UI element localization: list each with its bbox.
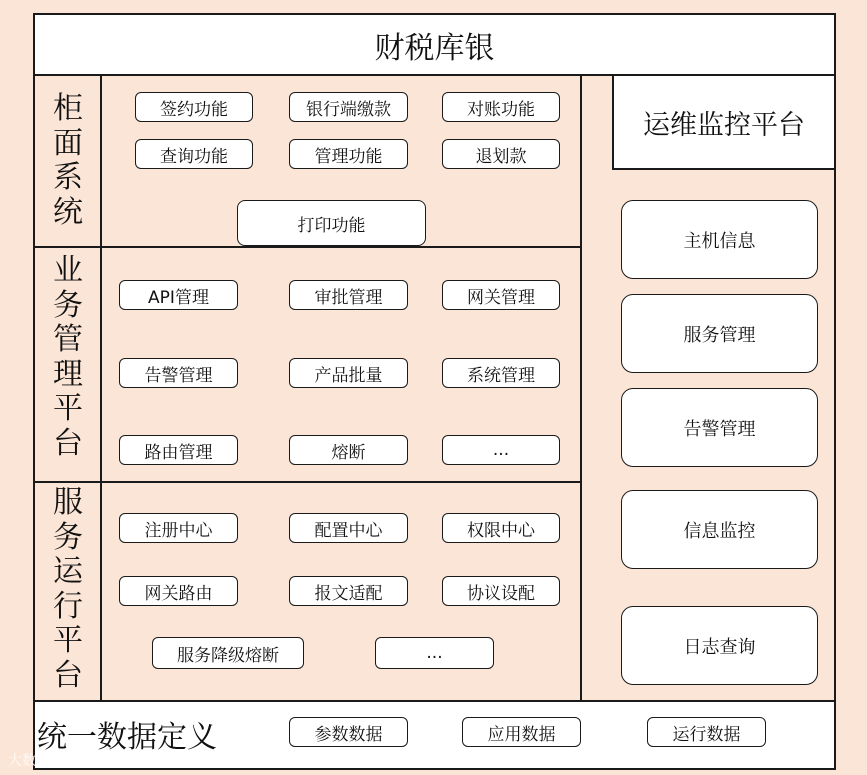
- section-label-business-mgmt: 业 务 管 理 平 台: [53, 253, 83, 461]
- section-divider-2: [35, 481, 580, 483]
- module-box: 路由管理: [119, 435, 238, 465]
- diagram-title: 财税库银: [374, 31, 495, 66]
- section-label-service-runtime: 服 务 运 行 平 台: [53, 485, 83, 693]
- data-definition-divider: [33, 700, 836, 702]
- ops-item: 日志查询: [621, 606, 818, 685]
- module-box: 注册中心: [119, 513, 238, 543]
- watermark: 大数据库: [8, 753, 64, 769]
- module-box: 告警管理: [119, 358, 238, 388]
- left-panel: [35, 76, 580, 700]
- column-divider: [580, 76, 582, 700]
- module-box: 熔断: [289, 435, 408, 465]
- module-box: ...: [375, 637, 494, 669]
- module-box: 管理功能: [289, 139, 408, 169]
- module-box: 打印功能: [237, 200, 426, 246]
- module-box: 审批管理: [289, 280, 408, 310]
- data-item: 参数数据: [289, 717, 408, 747]
- data-definition-label: 统一数据定义: [37, 720, 217, 755]
- data-item: 应用数据: [462, 717, 581, 747]
- ops-item: 主机信息: [621, 200, 818, 279]
- label-column-divider: [100, 76, 102, 700]
- module-box: 报文适配: [289, 576, 408, 606]
- module-box: 协议设配: [442, 576, 560, 606]
- module-box: 银行端缴款: [289, 92, 408, 122]
- section-label-counter-system: 柜 面 系 统: [53, 91, 83, 230]
- module-box: 网关路由: [119, 576, 238, 606]
- module-box: 网关管理: [442, 280, 560, 310]
- module-box: 权限中心: [442, 513, 560, 543]
- module-box: 服务降级熔断: [152, 637, 304, 669]
- module-box: 配置中心: [289, 513, 408, 543]
- ops-platform-title-box: 运维监控平台: [612, 76, 834, 170]
- data-item: 运行数据: [647, 717, 766, 747]
- module-box: ...: [442, 435, 560, 465]
- module-box: 查询功能: [135, 139, 253, 169]
- ops-item: 信息监控: [621, 490, 818, 569]
- module-box: 退划款: [442, 139, 560, 169]
- module-box: 签约功能: [135, 92, 253, 122]
- ops-item: 服务管理: [621, 294, 818, 373]
- module-box: 系统管理: [442, 358, 560, 388]
- section-divider-1: [35, 246, 580, 248]
- module-box: API管理: [119, 280, 238, 310]
- module-box: 产品批量: [289, 358, 408, 388]
- ops-item: 告警管理: [621, 388, 818, 467]
- module-box: 对账功能: [442, 92, 560, 122]
